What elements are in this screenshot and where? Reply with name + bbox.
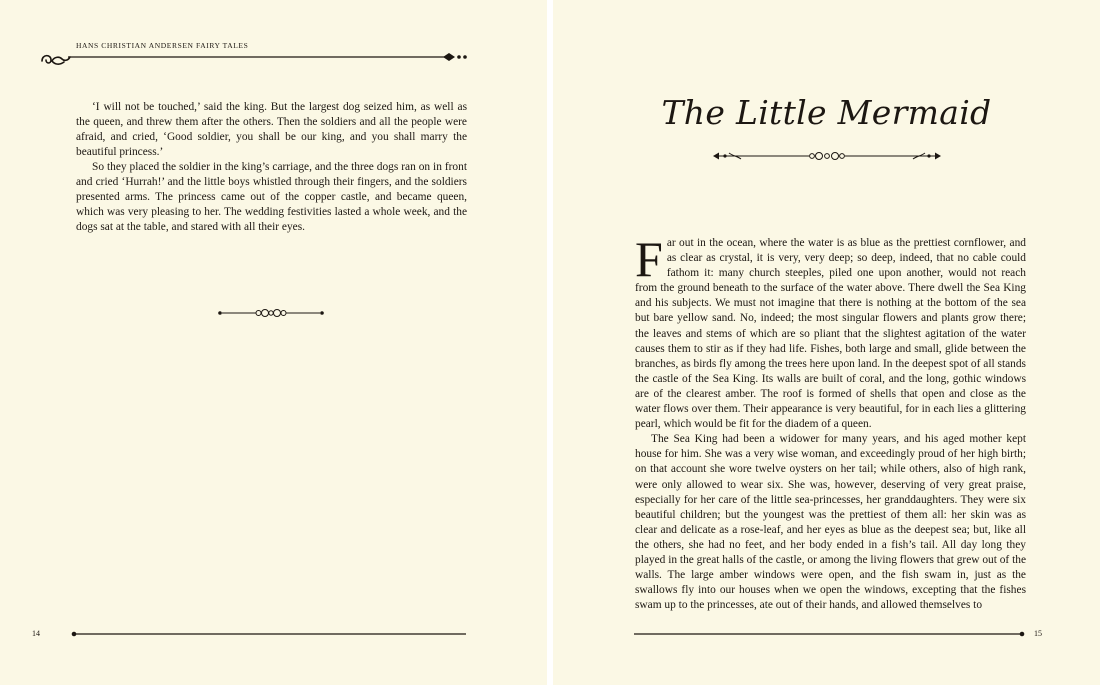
right-paragraph-2: The Sea King had been a widower for many years, and his aged mother kept house for him. She was a very wise woman, and exceedingly proud of her high birth; on that account she wore twelve oysters on her tail; while others, also of high rank, were only allowed to wear six. She was, however, deserving of very great praise, especially for her care of the little sea-princesses, her granddaughters. They were six beautiful children; but the youngest was the prettiest of them all: her skin was as clear and delicate as a rose-leaf, and her eyes as blue as the deepest sea; but, like all the others, she had no feet, and her body ended in a fish’s tail. All day long they played in the great halls of the castle, or among the living flowers that grew out of the walls. The large amber windows were open, and the fish swam in, just as the swallows fly into our houses when we open the windows, excepting that the fishes swam up to the princesses, ate out of their hands, and allowed themselves to bbox=[635, 433, 1026, 612]
right-paragraph-1-text: ar out in the ocean, where the water is as blue as the prettiest cornflower, and as clear as crystal, it is very, very deep; so deep, indeed, that no cable could fathom it: many church steeples, piled one upon another, would not reach from the ground beneath to the surface of the water above. There dwell the Sea King and his subjects. We must not imagine that there is nothing at the bottom of the sea but bare yellow sand. No, indeed; the most singular flowers and plants grow there; the leaves and stems of which are so pliant that the slightest agitation of the water causes them to stir as if they had life. Fishes, both large and small, glide between the branches, as birds fly among the trees here upon land. In the deepest spot of all stands the castle of the Sea King. Its walls are built of coral, and the long, gothic windows are of the clearest amber. The roof is formed of shells that open and close as the water flows over them. Their appearance is very beautiful, for in each lies a glittering pearl, which would be fit for the diadem of a queen. bbox=[635, 237, 1026, 431]
footer-rule-left bbox=[70, 630, 470, 638]
left-paragraph-1: ‘I will not be touched,’ said the king. But the largest dog seized him, as well as the queen, and threw them after the others. Then the soldiers and all the people were afraid, and cried, ‘Good soldier, you shall be our king, and you shall marry the beautiful princess.’ bbox=[76, 101, 467, 158]
left-page-body bbox=[76, 100, 467, 235]
drop-cap: F bbox=[635, 231, 663, 287]
arrow-flourish-ornament-icon bbox=[711, 149, 943, 163]
header-rule-ornament bbox=[40, 48, 470, 68]
scroll-flourish-icon bbox=[42, 56, 70, 65]
diamond-dots-icon bbox=[443, 53, 467, 61]
left-paragraph-2: So they placed the soldier in the king’s carriage, and the three dogs ran on in front and cried ‘Hurrah!’ and the little boys whistled through their fingers, and the soldiers presented arms. The princess came out of the copper castle, and became queen, which was very pleasing to her. The wedding festivities lasted a whole week, and the dogs sat at the table, and stared with all their eyes. bbox=[76, 161, 467, 233]
running-head: HANS CHRISTIAN ANDERSEN FAIRY TALES bbox=[76, 41, 249, 50]
ring-chain-ornament-icon bbox=[216, 306, 326, 320]
page-number-right: 15 bbox=[1034, 629, 1042, 638]
footer-rule-right bbox=[632, 630, 1028, 638]
right-paragraph-1 bbox=[635, 231, 1026, 432]
right-page-body bbox=[635, 231, 1026, 613]
chapter-title: The Little Mermaid bbox=[661, 93, 992, 132]
page-number-left: 14 bbox=[32, 629, 40, 638]
